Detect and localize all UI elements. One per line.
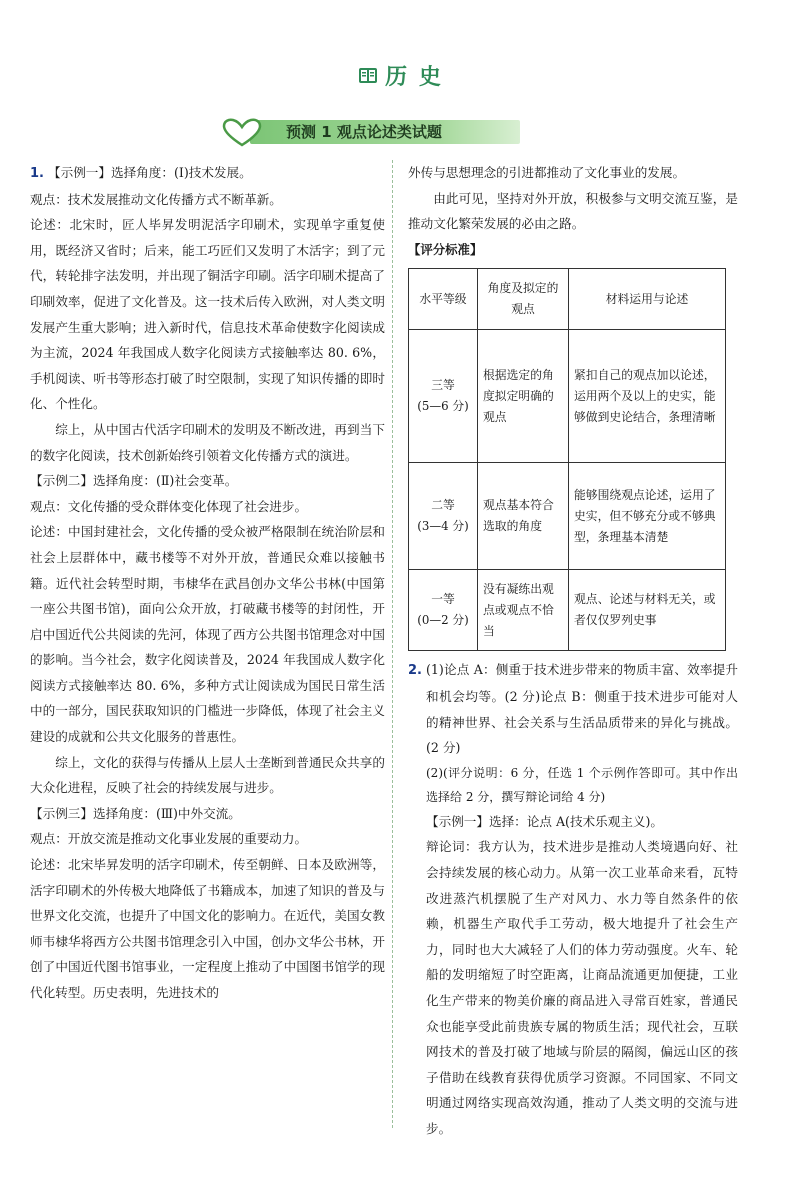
paragraph: 由此可见，坚持对外开放，积极参与文明交流互鉴，是推动文化繁荣发展的必由之路。	[408, 190, 738, 232]
column-divider	[392, 160, 393, 1128]
question-number: 1.	[30, 166, 44, 181]
paragraph: 综上，从中国古代活字印刷术的发明及不断改进，再到当下的数字化阅读，技术创新始终引领着文化传播方式的演进。	[30, 421, 385, 463]
paragraph: 观点：文化传播的受众群体变化体现了社会进步。	[30, 498, 308, 514]
table-row	[409, 330, 726, 463]
table-row	[409, 463, 726, 570]
paragraph: 观点：开放交流是推动文化事业发展的重要动力。	[30, 831, 308, 847]
paragraph: 观点：技术发展推动文化传播方式不断革新。	[30, 191, 282, 207]
table-cell: 观点、论述与材料无关，或者仅仅罗列史事	[569, 570, 726, 651]
page-header	[0, 60, 800, 90]
table-cell: 观点基本符合选取的角度	[478, 463, 569, 570]
table-header: 水平等级	[409, 269, 478, 330]
paragraph-text: (1)论点 A：侧重于技术进步带来的物质丰富、效率提升和机会均等。(2 分)论点 B：侧重于技术进步可能对人的精神世界、社会关系与生活品质带来的异化与挑战。(2 分)	[426, 662, 738, 756]
level-name: 一等	[431, 592, 455, 607]
table-header-row	[409, 269, 726, 330]
section-title: 预测 1 观点论述类试题	[286, 123, 442, 141]
table-header: 材料运用与论述	[569, 269, 726, 330]
question-number: 2.	[408, 663, 422, 679]
q1-example1-heading	[30, 160, 385, 187]
table-cell: 没有凝练出观点或观点不恰当	[478, 570, 569, 651]
q2-example1-heading: 【示例一】选择：论点 A(技术乐观主义)。	[426, 813, 664, 829]
paragraph: 论述：中国封建社会，文化传播的受众被严格限制在统治阶层和社会上层群体中，藏书楼等不对外开放，普通民众难以接触书籍。近代社会转型时期，韦棣华在武昌创办文华公书林(中国第一座公共图书馆)，面向公众开放，打破藏书楼等的封闭性，开启中国近代公共阅读的先河，体现了西方公共图书馆理念对中国的影响。当今社会，数字化阅读普及，2024 年我国成人数字化阅读方式接触率达 80. 6%，多种方式让阅读成为国民日常生活中的一部分，国民获取知识的门槛进一步降低，体现了社会主义建设的成就和公共文化服务的普惠性。	[30, 524, 385, 745]
q2-part1	[408, 657, 738, 760]
level-score: (0—2 分)	[417, 613, 469, 628]
q2-debate-text: 辩论词：我方认为，技术进步是推动人类境遇向好、社会持续发展的核心动力。从第一次工业革命来看，瓦特改进蒸汽机摆脱了生产对风力、水力等自然条件的依赖，机器生产取代手工劳动，极大地提升了社会生产力，同时也大大减轻了人们的体力劳动强度。火车、轮船的发明缩短了时空距离，让商品流通更加便捷，工业化生产带来的物美价廉的商品进入寻常百姓家，普通民众也能享受此前贵族专属的物质生活；现代社会，互联网技术的普及打破了地域与阶层的隔阂，偏远山区的孩子借助在线教育获得优质学习资源。不同国家、不同文明通过网络实现高效沟通，推动了人类文明的交流与进步。	[426, 839, 738, 1136]
level-score: (5—6 分)	[417, 399, 469, 414]
paragraph-text: 【示例一】选择角度：(Ⅰ)技术发展。	[48, 165, 252, 180]
paragraph: 论述：北宋时，匠人毕昇发明泥活字印刷术，实现单字重复使用，既经济又省时；后来，能工巧匠们又发明了木活字；到了元代，转轮排字法发明，并出现了铜活字印刷。活字印刷术提高了印刷效率，促进了文化普及。这一技术后传入欧洲，对人类文明发展产生重大影响；进入新时代，信息技术革命使数字化阅读成为主流，2024 年我国成人数字化阅读方式接触率达 80. 6%，手机阅读、听书等形态打破了时空限制，实现了知识传播的即时化、个性化。	[30, 217, 385, 412]
table-cell-level	[409, 570, 478, 651]
scoring-standard-label: 【评分标准】	[408, 241, 483, 257]
book-icon	[357, 64, 379, 86]
level-name: 二等	[431, 498, 455, 513]
level-name: 三等	[431, 378, 455, 393]
left-column	[30, 160, 385, 1006]
scoring-table	[408, 268, 726, 651]
heart-icon	[222, 118, 262, 148]
table-cell: 根据选定的角度拟定明确的观点	[478, 330, 569, 463]
paragraph: 综上，文化的获得与传播从上层人士垄断到普通民众共享的大众化进程，反映了社会的持续发展与进步。	[30, 754, 385, 796]
paragraph: 【示例三】选择角度：(Ⅲ)中外交流。	[30, 805, 241, 821]
table-header: 角度及拟定的观点	[478, 269, 569, 330]
page-title: 历 史	[385, 64, 443, 90]
paragraph: 论述：北宋毕昇发明的活字印刷术，传至朝鲜、日本及欧洲等，活字印刷术的外传极大地降低了书籍成本，加速了知识的普及与世界文化交流，也提升了中国文化的影响力。在近代，美国女教师韦棣华将西方公共图书馆理念引入中国，创办文华公书林，开创了中国近代图书馆事业，一定程度上推动了中国图书馆学的现代化转型。历史表明，先进技术的	[30, 857, 385, 1000]
q2-part2: (2)(评分说明：6 分，任选 1 个示例作答即可。其中作出选择给 2 分，撰写辩论词给 4 分)	[426, 765, 738, 804]
table-cell-level	[409, 330, 478, 463]
table-cell: 紧扣自己的观点加以论述，运用两个及以上的史实，能够做到史论结合，条理清晰	[569, 330, 726, 463]
paragraph: 【示例二】选择角度：(Ⅱ)社会变革。	[30, 473, 238, 489]
level-score: (3—4 分)	[417, 519, 469, 534]
table-cell-level	[409, 463, 478, 570]
table-cell: 能够围绕观点论述，运用了史实，但不够充分或不够典型，条理基本清楚	[569, 463, 726, 570]
paragraph: 外传与思想理念的引进都推动了文化事业的发展。	[408, 165, 686, 180]
table-row	[409, 570, 726, 651]
section-banner	[222, 118, 532, 144]
right-column	[408, 160, 738, 1141]
